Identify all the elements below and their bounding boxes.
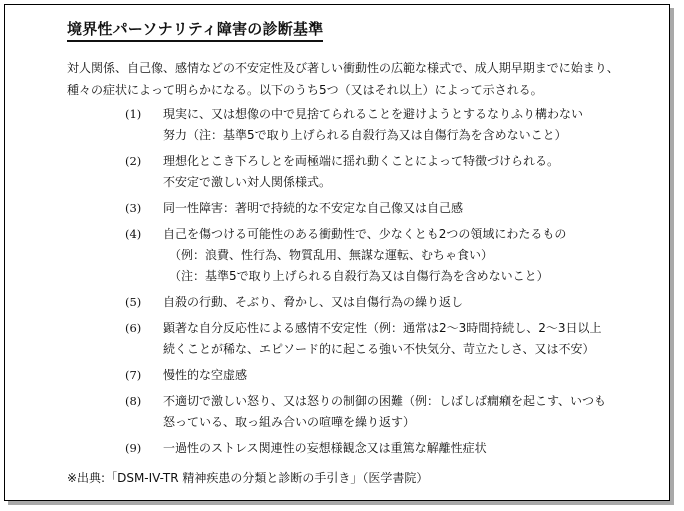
criterion-3: [125, 198, 655, 219]
criterion-text: 自殺の行動、そぶり、脅かし、又は自傷行為の繰り返し: [163, 295, 464, 309]
document-frame: [4, 4, 670, 501]
criterion-number: (3): [125, 201, 142, 215]
intro-line: 種々の症状によって明らかになる。以下のうち5つ（又はそれ以上）によって示される。: [67, 83, 543, 97]
criterion-text: 理想化とこき下ろしとを両極端に揺れ動くことによって特徴づけられる。: [163, 154, 560, 168]
criterion-number: (4): [125, 227, 142, 241]
criterion-text: 顕著な自分反応性による感情不安定性（例：通常は2～3時間持続し、2～3日以上: [163, 321, 602, 335]
criterion-7: [125, 365, 655, 386]
criterion-text: （例：浪費、性行為、物質乱用、無謀な運転、むちゃ食い）: [169, 248, 494, 262]
criterion-5: [125, 292, 655, 313]
criterion-6: [125, 318, 655, 360]
criterion-text: 自己を傷つける可能性のある衝動性で、少なくとも2つの領域にわたるもの: [163, 227, 567, 241]
criterion-4: [125, 224, 655, 287]
page-title: 境界性パーソナリティ障害の診断基準: [67, 19, 323, 42]
criterion-1: [125, 104, 655, 146]
criterion-2: [125, 151, 655, 193]
criterion-9: [125, 438, 655, 459]
criterion-number: (8): [125, 394, 142, 408]
criterion-text: 慢性的な空虚感: [163, 368, 248, 382]
criterion-number: (7): [125, 368, 142, 382]
criterion-text: 同一性障害：著明で持続的な不安定な自己像又は自己感: [163, 201, 464, 215]
intro-line: 対人関係、自己像、感情などの不安定性及び著しい衝動性の広範な様式で、成人期早期までに始まり、: [67, 61, 619, 75]
criterion-number: (1): [125, 107, 142, 121]
source-citation: ※出典:「DSM-IV-TR 精神疾患の分類と診断の手引き」（医学書院）: [67, 471, 429, 485]
criterion-number: (9): [125, 441, 142, 455]
criterion-text: 続くことが稀な、エピソード的に起こる強い不快気分、苛立たしさ、又は不安）: [163, 342, 595, 356]
criteria-list: [125, 104, 655, 459]
criterion-number: (2): [125, 154, 142, 168]
criterion-text: 怒っている、取っ組み合いの喧嘩を繰り返す）: [163, 415, 416, 429]
criterion-number: (5): [125, 295, 142, 309]
criterion-text: 不安定で激しい対人関係様式。: [163, 175, 332, 189]
criterion-number: (6): [125, 321, 142, 335]
criterion-text: 一過性のストレス関連性の妄想様観念又は重篤な解離性症状: [163, 441, 487, 455]
criterion-text: 不適切で激しい怒り、又は怒りの制御の困難（例：しばしば癇癪を起こす、いつも: [163, 394, 607, 408]
criterion-8: [125, 391, 655, 433]
criterion-text: （注：基準5で取り上げられる自殺行為又は自傷行為を含めないこと）: [169, 269, 549, 283]
intro-paragraph: [67, 57, 657, 101]
criterion-text: 現実に、又は想像の中で見捨てられることを避けようとするなりふり構わない: [163, 107, 584, 121]
criterion-text: 努力（注：基準5で取り上げられる自殺行為又は自傷行為を含めないこと）: [163, 128, 567, 142]
